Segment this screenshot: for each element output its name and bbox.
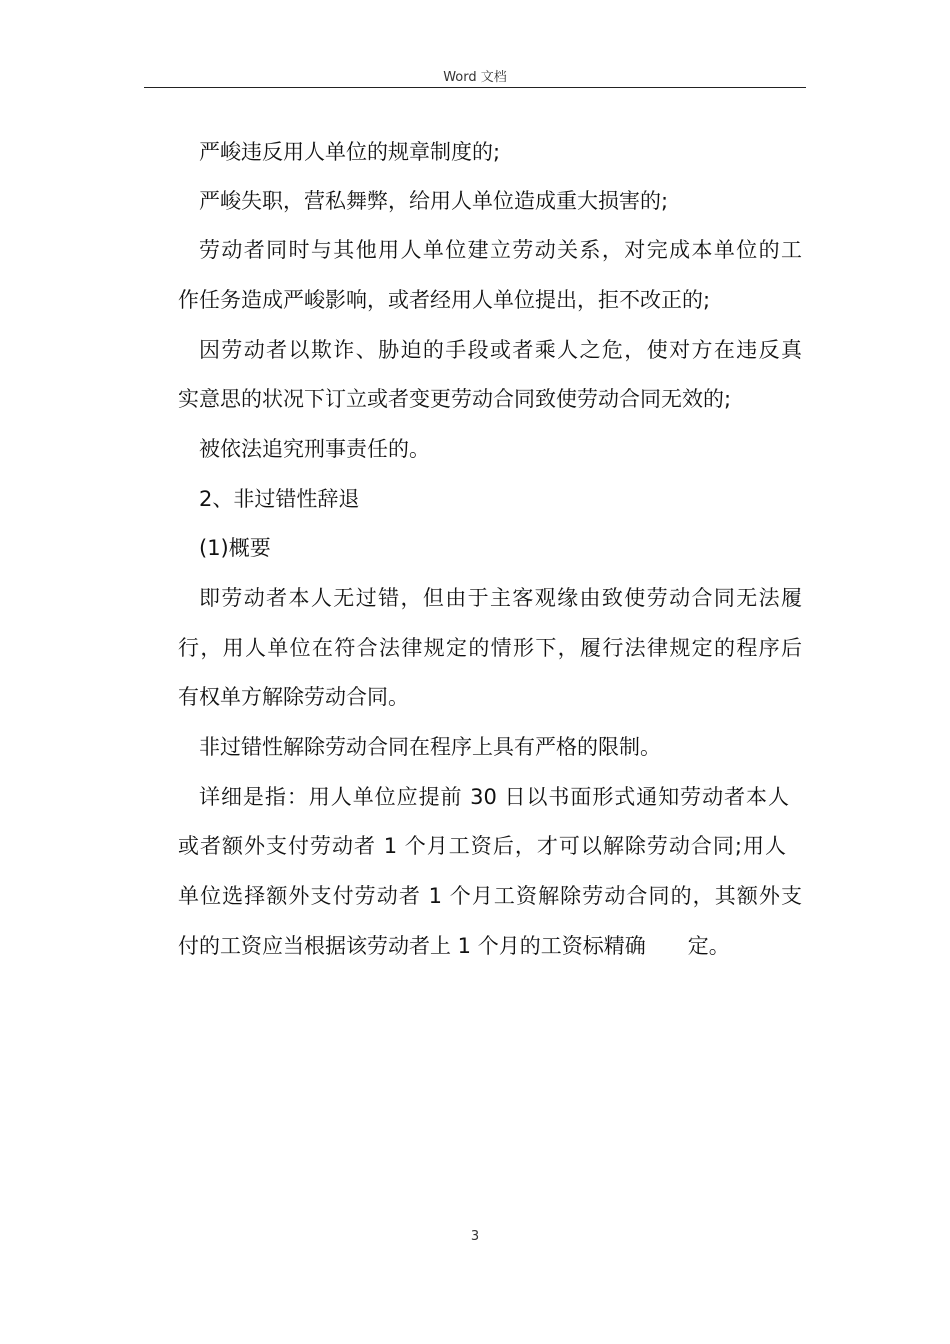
paragraph-line: 非过错性解除劳动合同在程序上具有严格的限制。: [199, 735, 661, 759]
paragraph-line: 单位选择额外支付劳动者 1 个月工资解除劳动合同的，其额外支: [178, 884, 802, 908]
paragraph-line: 作任务造成严峻影响，或者经用人单位提出，拒不改正的;: [178, 288, 711, 312]
paragraph-line: 即劳动者本人无过错，但由于主客观缘由致使劳动合同无法履: [199, 586, 802, 610]
paragraph-line: 被依法追究刑事责任的。: [199, 437, 430, 461]
paragraph-line: 有权单方解除劳动合同。: [178, 685, 409, 709]
page-header: Word 文档: [443, 70, 507, 85]
section-heading: 2、非过错性辞退: [199, 487, 360, 511]
paragraph-line: 或者额外支付劳动者 1 个月工资后，才可以解除劳动合同;用人: [178, 834, 786, 858]
paragraph-line: 严峻违反用人单位的规章制度的;: [199, 140, 501, 164]
paragraph-line: 因劳动者以欺诈、胁迫的手段或者乘人之危，使对方在违反真: [199, 338, 802, 362]
paragraph-line: 行，用人单位在符合法律规定的情形下，履行法律规定的程序后: [178, 636, 802, 660]
subsection-heading: (1)概要: [199, 536, 271, 560]
paragraph-line: 详细是指：用人单位应提前 30 日以书面形式通知劳动者本人: [199, 785, 789, 809]
paragraph-line: 劳动者同时与其他用人单位建立劳动关系，对完成本单位的工: [199, 238, 802, 262]
paragraph-line: 实意思的状况下订立或者变更劳动合同致使劳动合同无效的;: [178, 387, 732, 411]
paragraph-line: 付的工资应当根据该劳动者上 1 个月的工资标精确 定。: [178, 934, 730, 958]
paragraph-line: 严峻失职，营私舞弊，给用人单位造成重大损害的;: [199, 189, 669, 213]
page-number: 3: [470, 1229, 480, 1244]
